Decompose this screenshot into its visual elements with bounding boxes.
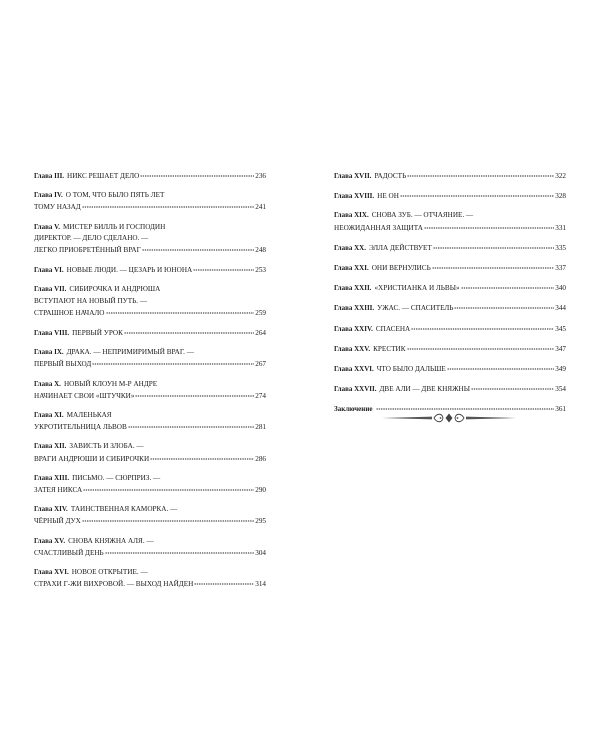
chapter-title: ЧТО БЫЛО ДАЛЬШЕ xyxy=(376,365,446,374)
page-number: 295 xyxy=(255,517,266,526)
toc-entry-line xyxy=(34,264,266,276)
page-number: 236 xyxy=(255,172,266,180)
chapter-title: О ТОМ, ЧТО БЫЛО ПЯТЬ ЛЕТ xyxy=(65,191,165,200)
page-number: 328 xyxy=(555,192,566,201)
toc-entry-line xyxy=(34,453,266,465)
chapter-label: Глава XI. xyxy=(34,411,64,420)
toc-entry[interactable] xyxy=(34,567,266,590)
dot-leader xyxy=(135,390,254,398)
toc-entry-line xyxy=(334,190,566,202)
page-number: 335 xyxy=(555,243,566,252)
dot-leader xyxy=(124,327,254,335)
page-number: 331 xyxy=(555,223,566,232)
chapter-title: МИСТЕР БИЛЛЬ И ГОСПОДИН xyxy=(63,222,166,231)
chapter-label: Глава VII. xyxy=(34,285,67,294)
dot-leader xyxy=(193,264,254,272)
chapter-label: Глава XVII. xyxy=(334,172,372,180)
toc-entry-line xyxy=(34,484,266,496)
toc-entry-line xyxy=(34,515,266,527)
page-number: 340 xyxy=(555,284,566,293)
page-number: 290 xyxy=(255,486,266,495)
toc-entry-line xyxy=(334,363,566,375)
chapter-title: ЛЕГКО ПРИОБРЕТЁННЫЙ ВРАГ xyxy=(34,246,141,255)
toc-entry-line xyxy=(34,441,266,452)
dot-leader xyxy=(447,363,555,371)
toc-entry[interactable] xyxy=(334,363,566,375)
toc-entry[interactable] xyxy=(34,379,266,402)
dot-leader xyxy=(194,578,254,586)
toc-entry-line xyxy=(334,210,566,221)
chapter-title: ЗАТЕЯ НИКСА xyxy=(34,486,83,495)
chapter-title: ТАИНСТВЕННАЯ КАМОРКА. — xyxy=(70,505,178,514)
page-number: 264 xyxy=(255,329,266,338)
toc-entry[interactable] xyxy=(34,473,266,496)
toc-entry-line xyxy=(334,262,566,274)
chapter-title: СПАСЕНА xyxy=(375,324,411,333)
dot-leader xyxy=(454,302,554,310)
page-number: 286 xyxy=(255,454,266,463)
chapter-title: ЗАВИСТЬ И ЗЛОБА. — xyxy=(69,442,144,451)
chapter-label: Глава XIX. xyxy=(334,211,369,220)
chapter-title: ДИРЕКТОР. — ДЕЛО СДЕЛАНО. — xyxy=(34,233,149,242)
chapter-title: СИБИРОЧКА И АНДРЮША xyxy=(69,285,161,294)
toc-entry[interactable] xyxy=(34,284,266,319)
chapter-title: ДВЕ АЛИ — ДВЕ КНЯЖНЫ xyxy=(379,385,470,394)
chapter-label: Глава XXV. xyxy=(334,344,371,353)
chapter-label: Глава XV. xyxy=(34,536,66,545)
toc-entry-line xyxy=(34,567,266,578)
toc-entry-line xyxy=(34,284,266,295)
toc-entry[interactable] xyxy=(334,262,566,274)
page-number: 259 xyxy=(255,308,266,317)
chapter-title: УКРОТИТЕЛЬНИЦА ЛЬВОВ xyxy=(34,423,127,432)
chapter-title: ПИСЬМО. — СЮРПРИЗ. — xyxy=(72,473,161,482)
dot-leader xyxy=(83,484,254,492)
chapter-title: НЕ ОН xyxy=(377,192,399,201)
page-number: 304 xyxy=(255,548,266,557)
toc-entry[interactable] xyxy=(334,242,566,254)
page-number: 345 xyxy=(555,324,566,333)
chapter-title: «ХРИСТИАНКА И ЛЬВЫ» xyxy=(374,284,460,293)
chapter-label: Глава XVIII. xyxy=(334,192,375,201)
toc-entry-line xyxy=(34,358,266,370)
dot-leader xyxy=(433,242,554,250)
toc-entry-line xyxy=(334,302,566,314)
page-number: 337 xyxy=(555,264,566,273)
dot-leader xyxy=(376,403,554,411)
chapter-title: КРЕСТИК xyxy=(373,344,406,353)
chapter-label: Глава IV. xyxy=(34,191,63,200)
chapter-title: СНОВА КНЯЖНА АЛЯ. — xyxy=(68,536,154,545)
chapter-title: МАЛЕНЬКАЯ xyxy=(66,411,112,420)
dot-leader xyxy=(471,383,554,391)
toc-entry-line xyxy=(34,379,266,390)
toc-entry-line xyxy=(34,421,266,433)
chapter-label: Глава XXIV. xyxy=(334,324,373,333)
dot-leader xyxy=(82,515,254,523)
chapter-label: Глава XIII. xyxy=(34,473,70,482)
toc-entry-line xyxy=(334,383,566,395)
dot-leader xyxy=(105,547,255,555)
page-number: 241 xyxy=(255,203,266,212)
page-number: 344 xyxy=(555,304,566,313)
toc-entry-line xyxy=(34,244,266,256)
toc-entry-line xyxy=(34,307,266,319)
toc-entry[interactable] xyxy=(334,190,566,202)
toc-entry-line xyxy=(34,547,266,559)
toc-entry-line xyxy=(34,222,266,233)
page-number: 281 xyxy=(255,423,266,432)
toc-entry-line xyxy=(34,170,266,182)
page-number: 347 xyxy=(555,344,566,353)
chapter-label: Глава VIII. xyxy=(34,329,70,338)
chapter-label: Глава XVI. xyxy=(34,568,69,577)
toc-entry-line xyxy=(34,473,266,484)
chapter-label: Глава XIV. xyxy=(34,505,68,514)
toc-entry[interactable] xyxy=(34,504,266,527)
chapter-title: СТРАШНОЕ НАЧАЛО xyxy=(34,308,105,317)
toc-entry[interactable] xyxy=(34,264,266,276)
chapter-title: НОВЫЙ КЛОУН М-Р АНДРЕ xyxy=(63,379,158,388)
dot-leader xyxy=(150,453,254,461)
toc-entry[interactable] xyxy=(34,222,266,257)
toc-entry-line xyxy=(334,242,566,254)
page-number: 354 xyxy=(555,385,566,394)
chapter-title: СТРАХИ Г-ЖИ ВИХРОВОЙ. — ВЫХОД НАЙДЕН xyxy=(34,580,194,589)
dot-leader xyxy=(411,323,554,331)
chapter-title: НАЧИНАЕТ СВОИ «ШТУЧКИ» xyxy=(34,391,135,400)
toc-entry[interactable] xyxy=(34,190,266,213)
chapter-title: ДРАКА. — НЕПРИМИРИМЫЙ ВРАГ. — xyxy=(66,348,194,357)
page-number: 361 xyxy=(555,405,566,414)
toc-entry[interactable] xyxy=(34,170,266,182)
dot-leader xyxy=(400,190,554,198)
chapter-label: Глава X. xyxy=(34,379,61,388)
chapter-title: ВСТУПАЮТ НА НОВЫЙ ПУТЬ. — xyxy=(34,296,148,305)
chapter-title: СЧАСТЛИВЫЙ ДЕНЬ xyxy=(34,548,104,557)
toc-entry-line xyxy=(34,201,266,213)
toc-entry-line xyxy=(34,327,266,339)
dot-leader xyxy=(432,262,554,270)
dot-leader xyxy=(142,244,254,252)
chapter-label: Заключение xyxy=(334,405,373,414)
chapter-title: ОНИ ВЕРНУЛИСЬ xyxy=(371,264,431,273)
toc-entry[interactable] xyxy=(334,282,566,294)
dot-leader xyxy=(128,421,254,429)
toc-entry-line xyxy=(334,282,566,294)
toc-entry[interactable] xyxy=(34,410,266,433)
page-number: 248 xyxy=(255,246,266,255)
chapter-label: Глава XXII. xyxy=(334,284,372,293)
chapter-label: Глава XXI. xyxy=(334,264,369,273)
toc-entry[interactable] xyxy=(334,302,566,314)
toc-entry[interactable] xyxy=(34,327,266,339)
chapter-title: НЕОЖИДАННАЯ ЗАЩИТА xyxy=(334,223,423,232)
toc-entry-line xyxy=(334,170,566,182)
chapter-title: ТОМУ НАЗАД xyxy=(34,203,81,212)
chapter-label: Глава III. xyxy=(34,172,65,180)
toc-entry-line xyxy=(334,323,566,335)
dot-leader xyxy=(407,343,555,351)
chapter-title: РАДОСТЬ xyxy=(374,172,407,180)
page-number: 349 xyxy=(555,365,566,374)
chapter-title: НОВЫЕ ЛЮДИ. — ЦЕЗАРЬ И ЮНОНА xyxy=(66,266,193,275)
page-number: 314 xyxy=(255,580,266,589)
chapter-title: ПЕРВЫЙ ВЫХОД xyxy=(34,360,92,369)
toc-entry-line xyxy=(34,390,266,402)
chapter-label: Глава XXIII. xyxy=(334,304,375,313)
dot-leader xyxy=(82,201,255,209)
toc-entry-line xyxy=(334,343,566,355)
page-number: 274 xyxy=(255,391,266,400)
toc-entry[interactable] xyxy=(34,536,266,559)
toc-right-column xyxy=(334,170,566,424)
toc-entry-line xyxy=(34,536,266,547)
chapter-title: УЖАС. — СПАСИТЕЛЬ xyxy=(377,304,454,313)
dot-leader xyxy=(106,307,255,315)
chapter-label: Глава VI. xyxy=(34,266,64,275)
toc-entry-line xyxy=(34,233,266,244)
dot-leader xyxy=(407,170,554,178)
toc-entry[interactable] xyxy=(334,383,566,395)
toc-entry[interactable] xyxy=(334,210,566,233)
page-number: 267 xyxy=(255,360,266,369)
toc-entry[interactable] xyxy=(334,323,566,335)
toc-entry-line xyxy=(334,222,566,234)
toc-entry-line xyxy=(34,296,266,307)
toc-entry-line xyxy=(34,504,266,515)
dot-leader xyxy=(424,222,554,230)
chapter-label: Глава XXVI. xyxy=(334,365,374,374)
toc-entry[interactable] xyxy=(334,170,566,182)
chapter-title: НИКС РЕШАЕТ ДЕЛО xyxy=(67,172,140,180)
chapter-label: Глава XX. xyxy=(334,243,366,252)
dot-leader xyxy=(92,358,254,366)
toc-entry[interactable] xyxy=(34,347,266,370)
chapter-title: ВРАГИ АНДРЮШИ И СИБИРОЧКИ xyxy=(34,454,150,463)
toc-entry-line xyxy=(34,347,266,358)
toc-entry-line xyxy=(34,190,266,201)
toc-entry-line xyxy=(34,578,266,590)
chapter-title: ЧЁРНЫЙ ДУХ xyxy=(34,517,81,526)
toc-entry[interactable] xyxy=(34,441,266,464)
chapter-title: СНОВА ЗУБ. — ОТЧАЯНИЕ. — xyxy=(371,211,474,220)
chapter-label: Глава XII. xyxy=(34,442,67,451)
chapter-title: ПЕРВЫЙ УРОК xyxy=(72,329,123,338)
chapter-title: ЭЛЛА ДЕЙСТВУЕТ xyxy=(368,243,432,252)
page-number: 253 xyxy=(255,266,266,275)
chapter-label: Глава V. xyxy=(34,222,61,231)
page-number: 322 xyxy=(555,172,566,180)
chapter-title: НОВОЕ ОТКРЫТИЕ. — xyxy=(71,568,148,577)
toc-entry[interactable] xyxy=(334,343,566,355)
dot-leader xyxy=(140,170,254,178)
ornament-divider-icon xyxy=(380,412,518,424)
chapter-label: Глава XXVII. xyxy=(334,385,377,394)
chapter-label: Глава IX. xyxy=(34,348,64,357)
toc-left-column xyxy=(34,170,266,598)
dot-leader xyxy=(461,282,555,290)
toc-entry-line xyxy=(34,410,266,421)
